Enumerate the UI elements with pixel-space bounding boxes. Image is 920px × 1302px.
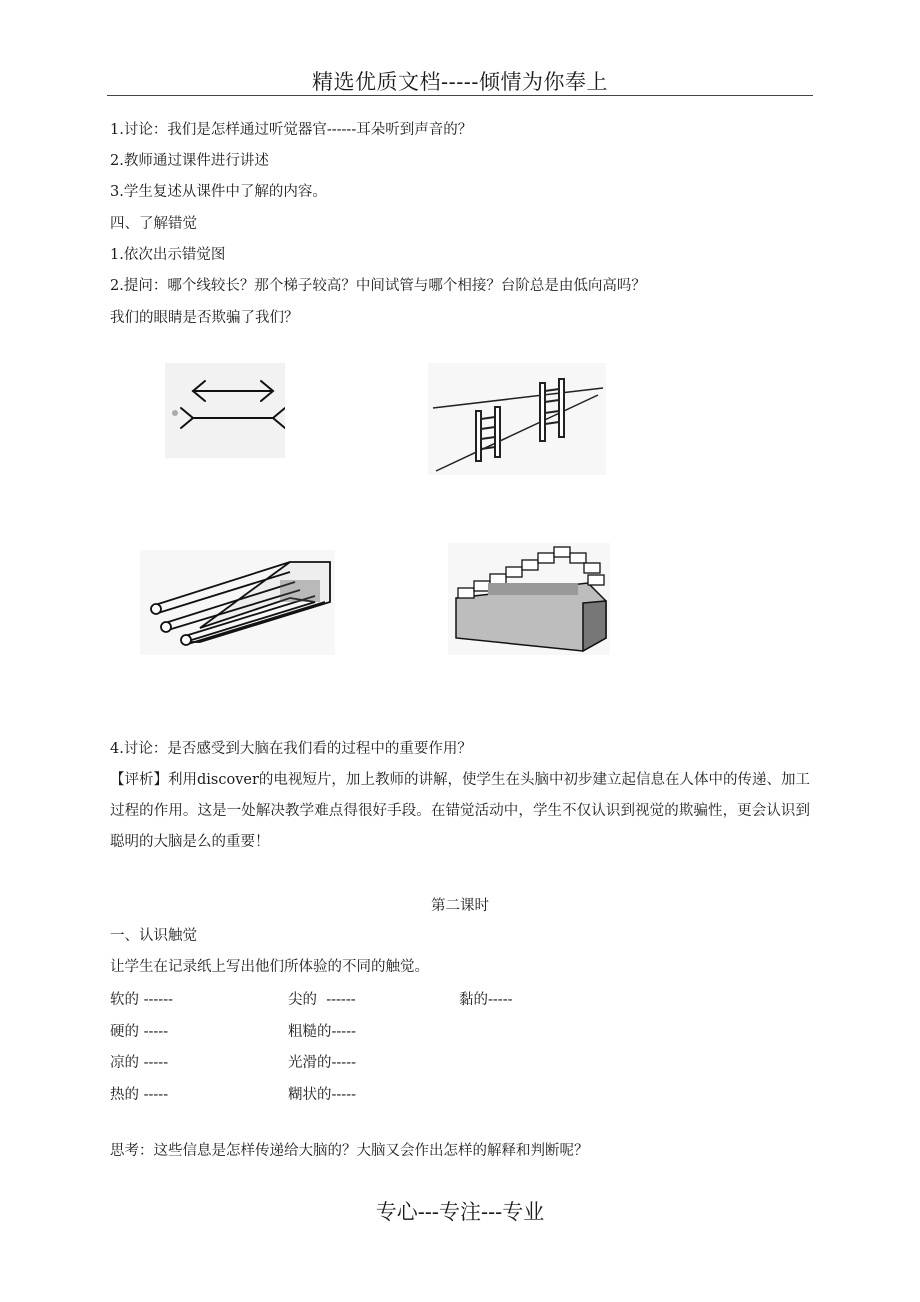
table-cell: 糊状的----- [288, 1086, 356, 1103]
text-line: 1.讨论：我们是怎样通过听觉器官------耳朵听到声音的？ [110, 122, 473, 138]
text-line: 我们的眼睛是否欺骗了我们？ [110, 310, 299, 326]
table-cell: 凉的 ----- [110, 1055, 169, 1071]
text-line: 1.依次出示错觉图 [110, 247, 226, 263]
section-heading: 四、了解错觉 [110, 216, 197, 232]
table-cell: 黏的----- [459, 992, 513, 1008]
text-line: 4.讨论：是否感受到大脑在我们看的过程中的重要作用？ [110, 741, 472, 757]
text-line: 2.教师通过课件进行讲述 [110, 153, 269, 169]
table-cell: 热的 ----- [110, 1086, 169, 1103]
table-cell: 硬的 ----- [110, 1023, 169, 1040]
text-line: 让学生在记录纸上写出他们所体验的不同的触觉。 [110, 959, 429, 975]
text-line: 2.提问：哪个线较长？那个梯子较高？中间试管与哪个相接？台阶总是由低向高吗？ [110, 278, 646, 294]
muller-lyer-illusion-figure [165, 363, 285, 458]
header-divider [107, 95, 813, 96]
text-line: 思考：这些信息是怎样传递给大脑的？大脑又会作出怎样的解释和判断呢？ [110, 1143, 589, 1159]
penrose-stairs-illusion-figure [448, 543, 610, 655]
table-cell: 软的 ------ [110, 992, 174, 1008]
table-cell: 光滑的----- [288, 1055, 356, 1071]
section-heading: 一、认识触觉 [110, 928, 197, 944]
ladders-perspective-illusion-figure [428, 363, 606, 475]
comment-paragraph: 【评析】利用discover的电视短片，加上教师的讲解，使学生在头脑中初步建立起信息在人体中的传递、加工过程的作用。这是一处解决教学难点得很好手段。在错觉活动中，学生不仅认识到视觉的欺骗性，更会认识到聪明的大脑是么的重要！ [110, 772, 810, 850]
page-header-title: 精选优质文档-----倾情为你奉上 [312, 70, 608, 94]
table-cell: 粗糙的----- [288, 1023, 356, 1040]
impossible-tubes-illusion-figure [140, 550, 335, 655]
page-footer: 专心---专注---专业 [375, 1200, 545, 1224]
lesson-title: 第二课时 [431, 898, 489, 914]
table-cell: 尖的 ------ [288, 992, 356, 1008]
text-line: 3.学生复述从课件中了解的内容。 [110, 184, 327, 200]
